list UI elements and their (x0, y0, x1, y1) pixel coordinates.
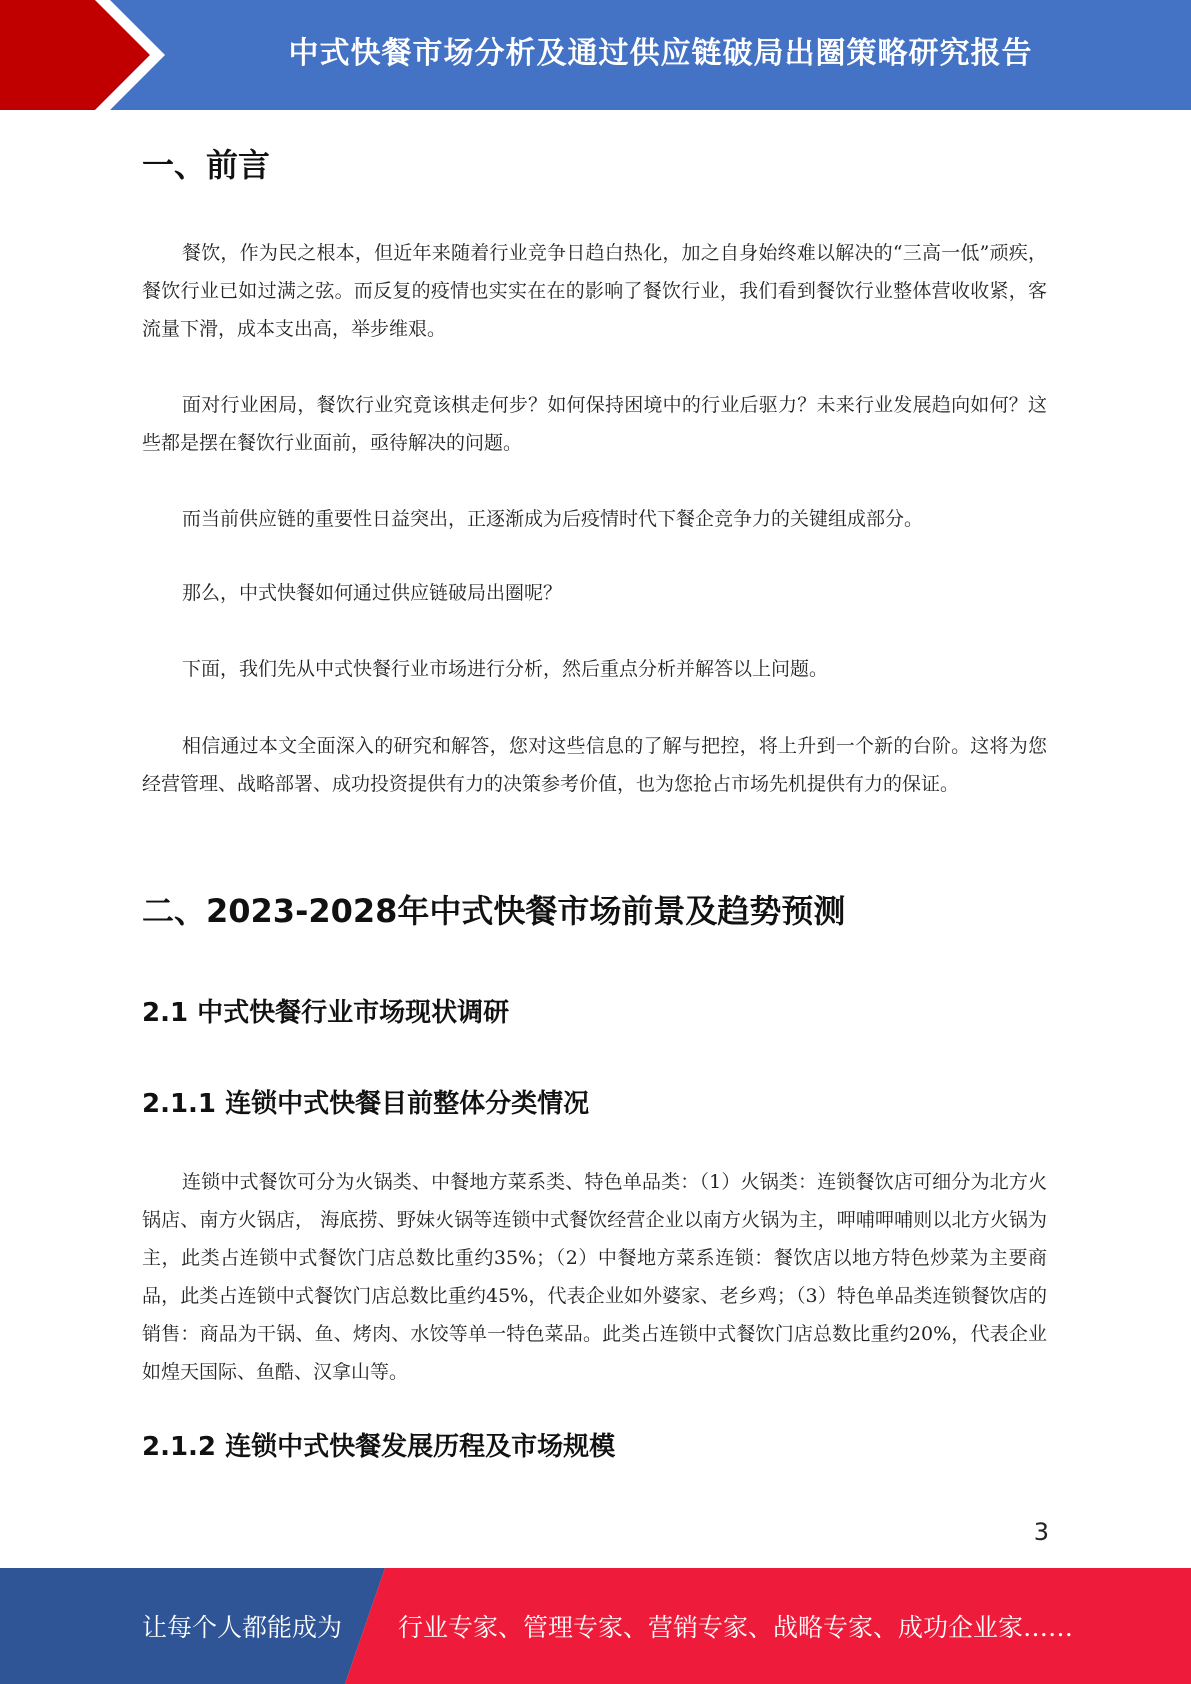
preface-paragraph-5: 下面，我们先从中式快餐行业市场进行分析，然后重点分析并解答以上问题。 (182, 658, 829, 680)
subsection-2-1-1-paragraph: 连锁中式餐饮可分为火锅类、中餐地方菜系类、特色单品类：（1）火锅类：连锁餐饮店可细分为北方火锅店、南方火锅店， 海底捞、野妹火锅等连锁中式餐饮经营企业以南方火锅为主，呷哺呷哺则以北方火锅为主，此类占连锁中式餐饮门店总数比重约35%；（2）中餐地方菜系连锁：餐饮店以地方特色炒菜为主要商品，此类占连锁中式餐饮门店总数比重约45%，代表企业如外婆家、老乡鸡；（3）特色单品类连锁餐饮店的销售：商品为干锅、鱼、烤肉、水饺等单一特色菜品。此类占连锁中式餐饮门店总数比重约20%，代表企业如煌天国际、鱼酷、汉拿山等。 (142, 1171, 1047, 1383)
subsection-2-1-2-heading: 2.1.2 连锁中式快餐发展历程及市场规模 (142, 1432, 616, 1462)
preface-paragraph-6: 相信通过本文全面深入的研究和解答，您对这些信息的了解与把控，将上升到一个新的台阶。这将为您经营管理、战略部署、成功投资提供有力的决策参考价值，也为您抢占市场先机提供有力的保证。 (142, 735, 1047, 795)
report-title: 中式快餐市场分析及通过供应链破局出圈策略研究报告 (288, 36, 1033, 71)
forecast-heading: 二、2023-2028年中式快餐市场前景及趋势预测 (142, 892, 846, 930)
footer-banner (0, 1568, 1191, 1684)
footer-slogan-right: 行业专家、管理专家、营销专家、战略专家、成功企业家…… (398, 1613, 1074, 1642)
preface-paragraph-3: 而当前供应链的重要性日益突出，正逐渐成为后疫情时代下餐企竞争力的关键组成部分。 (182, 508, 924, 530)
preface-paragraph-1: 餐饮，作为民之根本，但近年来随着行业竞争日趋白热化，加之自身始终难以解决的“三高一低”顽疾，餐饮行业已如过满之弦。而反复的疫情也实实在在的影响了餐饮行业，我们看到餐饮行业整体营收收紧，客流量下滑，成本支出高，举步维艰。 (142, 242, 1047, 340)
subsection-2-1-heading: 2.1 中式快餐行业市场现状调研 (142, 998, 510, 1028)
preface-heading: 一、前言 (142, 146, 271, 184)
preface-paragraph-4: 那么，中式快餐如何通过供应链破局出圈呢？ (182, 582, 563, 604)
footer-slogan-left: 让每个人都能成为 (142, 1613, 343, 1642)
page-number: 3 (1033, 1518, 1049, 1546)
subsection-2-1-1-heading: 2.1.1 连锁中式快餐目前整体分类情况 (142, 1089, 590, 1119)
preface-paragraph-2: 面对行业困局，餐饮行业究竟该棋走何步？如何保持困境中的行业后驱力？未来行业发展趋向如何？这些都是摆在餐饮行业面前，亟待解决的问题。 (142, 394, 1047, 454)
header-banner (0, 0, 1191, 110)
